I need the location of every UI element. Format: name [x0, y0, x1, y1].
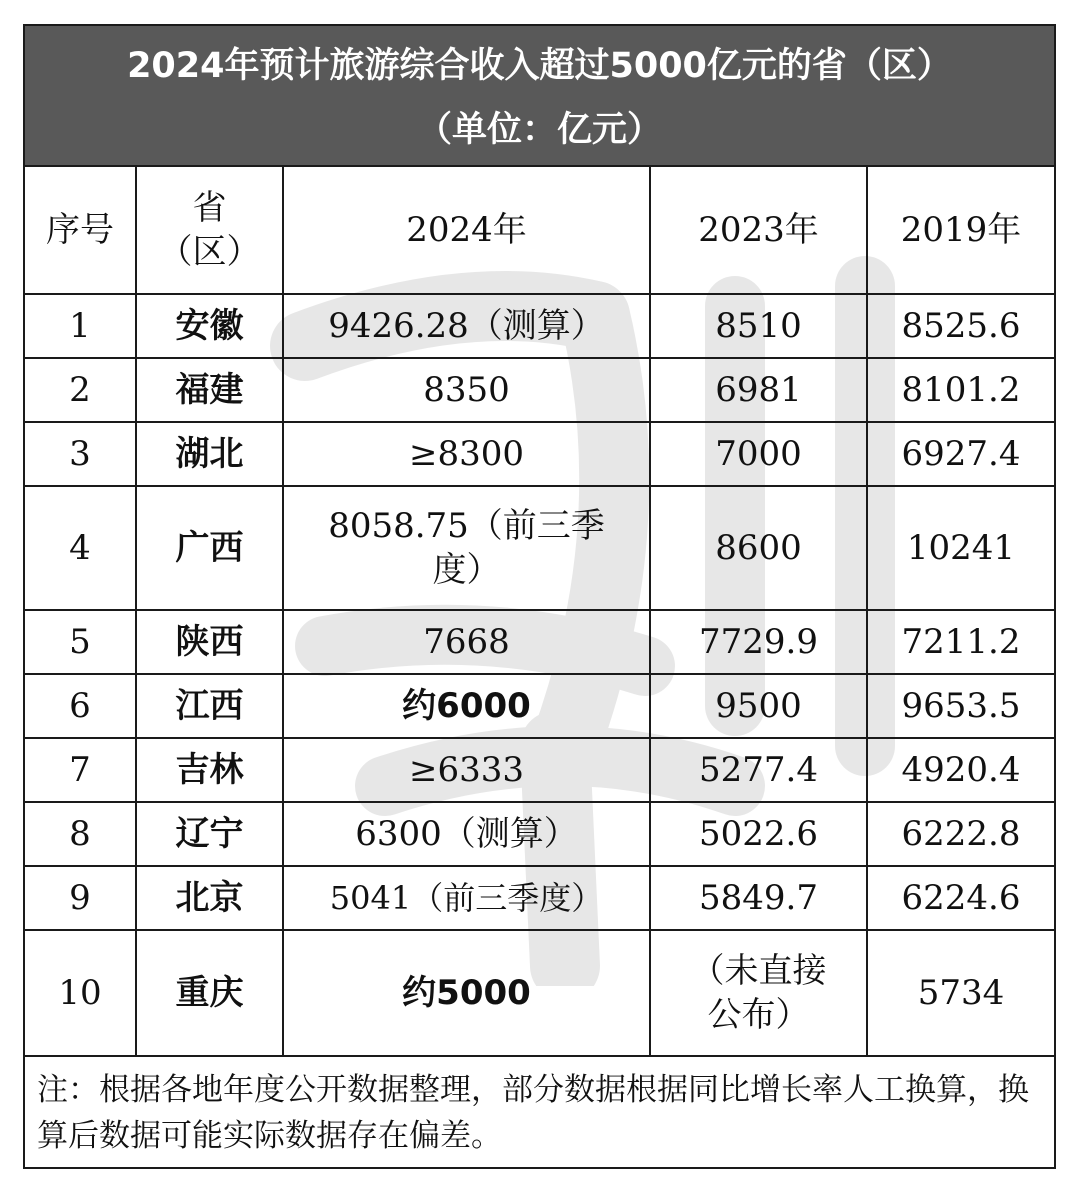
row-2019: 6224.6	[867, 866, 1054, 930]
table-row	[25, 866, 1054, 930]
row-index: 10	[25, 930, 136, 1056]
row-2024: 8058.75（前三季度）	[283, 486, 650, 610]
row-province: 江西	[136, 674, 283, 738]
unit-subtitle: （单位：亿元）	[416, 110, 662, 150]
row-index: 3	[25, 422, 136, 486]
tourism-revenue-table	[25, 167, 1054, 1057]
header-province-line2: （区）	[158, 232, 261, 272]
row-2023: 5022.6	[650, 802, 867, 866]
header-2019: 2019年	[867, 167, 1054, 294]
row-province: 北京	[136, 866, 283, 930]
row-2019: 6222.8	[867, 802, 1054, 866]
row-index: 4	[25, 486, 136, 610]
table-row	[25, 422, 1054, 486]
title-bar	[25, 26, 1054, 167]
row-2023: 5849.7	[650, 866, 867, 930]
row-2019: 8525.6	[867, 294, 1054, 358]
row-index: 6	[25, 674, 136, 738]
table-row	[25, 930, 1054, 1056]
row-2024: 约5000	[283, 930, 650, 1056]
row-2024: 8350	[283, 358, 650, 422]
table-row	[25, 294, 1054, 358]
row-2019: 6927.4	[867, 422, 1054, 486]
row-province: 湖北	[136, 422, 283, 486]
row-2023: 9500	[650, 674, 867, 738]
row-index: 8	[25, 802, 136, 866]
table-header-row	[25, 167, 1054, 294]
footnote: 注：根据各地年度公开数据整理，部分数据根据同比增长率人工换算，换算后数据可能实际数据存在偏差。	[37, 1072, 1029, 1154]
row-2023: 5277.4	[650, 738, 867, 802]
row-index: 7	[25, 738, 136, 802]
table-row	[25, 358, 1054, 422]
row-index: 1	[25, 294, 136, 358]
row-2019: 8101.2	[867, 358, 1054, 422]
row-2024: ≥6333	[283, 738, 650, 802]
row-province: 辽宁	[136, 802, 283, 866]
row-2023: 6981	[650, 358, 867, 422]
table-row	[25, 674, 1054, 738]
row-province: 陕西	[136, 610, 283, 674]
row-province: 重庆	[136, 930, 283, 1056]
table-row	[25, 802, 1054, 866]
row-2019: 4920.4	[867, 738, 1054, 802]
table-row	[25, 610, 1054, 674]
row-2024: 9426.28（测算）	[283, 294, 650, 358]
row-index: 2	[25, 358, 136, 422]
row-2019: 7211.2	[867, 610, 1054, 674]
row-2023: 7000	[650, 422, 867, 486]
row-2019: 10241	[867, 486, 1054, 610]
row-2023: 8600	[650, 486, 867, 610]
header-province	[136, 167, 283, 294]
row-province: 广西	[136, 486, 283, 610]
row-2024: 6300（测算）	[283, 802, 650, 866]
row-2023: （未直接公布）	[650, 930, 867, 1056]
row-2024: 5041（前三季度）	[283, 866, 650, 930]
row-2023: 8510	[650, 294, 867, 358]
page-title: 2024年预计旅游综合收入超过5000亿元的省（区）	[127, 46, 952, 86]
row-2023: 7729.9	[650, 610, 867, 674]
header-province-line1: 省	[192, 188, 227, 228]
row-2019: 9653.5	[867, 674, 1054, 738]
row-province: 安徽	[136, 294, 283, 358]
table-frame	[23, 24, 1056, 1169]
row-province: 福建	[136, 358, 283, 422]
header-2024: 2024年	[283, 167, 650, 294]
header-2023: 2023年	[650, 167, 867, 294]
table-row	[25, 486, 1054, 610]
row-2019: 5734	[867, 930, 1054, 1056]
row-index: 9	[25, 866, 136, 930]
row-index: 5	[25, 610, 136, 674]
row-2024: 7668	[283, 610, 650, 674]
row-2024: 约6000	[283, 674, 650, 738]
row-province: 吉林	[136, 738, 283, 802]
table-row	[25, 738, 1054, 802]
row-2024: ≥8300	[283, 422, 650, 486]
header-index: 序号	[25, 167, 136, 294]
